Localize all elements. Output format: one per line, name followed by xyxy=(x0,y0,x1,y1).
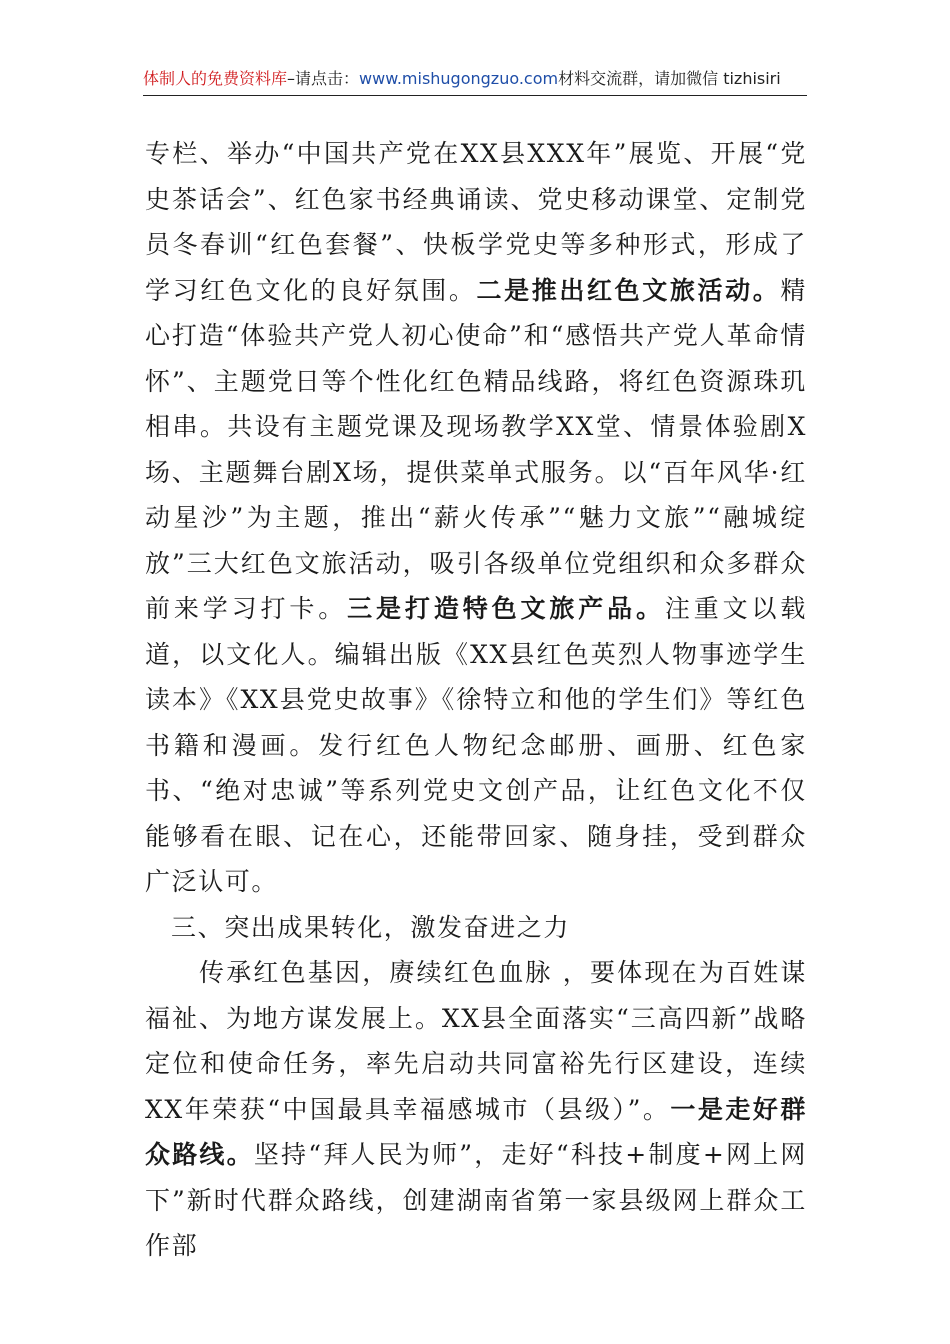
paragraph-1-bold-a: 二是推出红色文旅活动。 xyxy=(476,275,781,305)
paragraph-1-text-b: 精心打造“体验共产党人初心使命”和“感悟共产党人革命情怀”、主题党日等个性化红色精品线路，将红色资源珠玑相串。共设有主题党课及现场教学XX堂、情景体验剧X场、主题舞台剧X场，提供菜单式服务。以“百年风华·红动星沙”为主题，推出“薪火传承”“魅力文旅”“融城绽放”三大红色文旅活动，吸引各级单位党组织和众多群众前来学习打卡。 xyxy=(145,275,808,623)
header-url-link[interactable]: www.mishugongzuo.com xyxy=(359,69,559,88)
paragraph-2-bold-a: 一是走好群众路线。 xyxy=(145,1094,807,1169)
header-divider xyxy=(143,95,807,96)
paragraph-1 xyxy=(145,131,807,905)
paragraph-2-text-a: 传承红色基因，赓续红色血脉 ，要体现在为百姓谋福祉、为地方谋发展上。XX县全面落实“三高四新”战略定位和使命任务，率先启动共同富裕先行区建设，连续XX年荣获“中国最具幸福感城市（县级）”。 xyxy=(145,958,807,1124)
paragraph-2-text-b: 坚持“拜人民为师”，走好“科技+制度+网上网下”新时代群众路线，创建湖南省第一家县级网上群众工作部 xyxy=(145,1140,807,1260)
paragraph-1-bold-b: 三是打造特色文旅产品。 xyxy=(347,594,665,623)
header-suffix: 材料交流群，请加微信 tizhisiri xyxy=(558,69,781,88)
section-heading: 三、突出成果转化，激发奋进之力 xyxy=(171,912,571,942)
paragraph-1-text-a: 专栏、举办“中国共产党在XX县XXX年”展览、开展“党史茶话会”、红色家书经典诵读、党史移动课堂、定制党员冬春训“红色套餐”、快板学党史等多种形式，形成了学习红色文化的良好氛围。 xyxy=(145,139,807,305)
document-body xyxy=(145,131,807,1269)
paragraph-2 xyxy=(145,950,807,1269)
header-prefix: –请点击： xyxy=(287,69,360,88)
page-header xyxy=(143,68,807,90)
paragraph-1-text-c: 注重文以载道，以文化人。编辑出版《XX县红色英烈人物事迹学生读本》《XX县党史故事》《徐特立和他的学生们》等红色书籍和漫画。发行红色人物纪念邮册、画册、红色家书、“绝对忠诚”等系列党史文创产品，让红色文化不仅能够看在眼、记在心，还能带回家、随身挂，受到群众广泛认可。 xyxy=(145,594,807,896)
header-brand-link[interactable]: 体制人的免费资料库 xyxy=(143,69,288,88)
